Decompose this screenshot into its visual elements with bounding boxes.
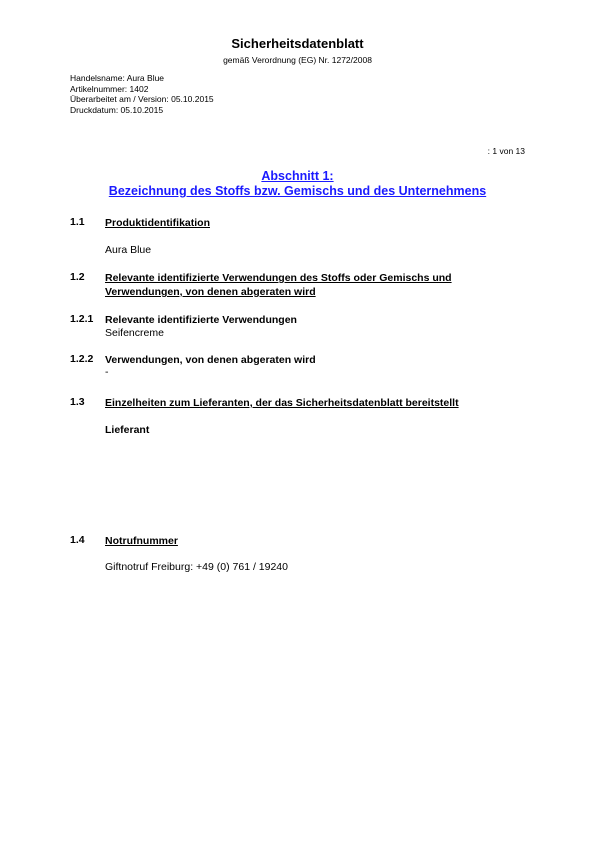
emergency-phone: Giftnotruf Freiburg: +49 (0) 761 / 19240 bbox=[105, 561, 288, 573]
meta-trade-name: Handelsname: Aura Blue bbox=[70, 73, 165, 83]
item-heading-1-2-1: Relevante identifizierte Verwendungen bbox=[105, 314, 297, 326]
page-number: : 1 von 13 bbox=[487, 146, 525, 156]
document-title: Sicherheitsdatenblatt bbox=[231, 36, 364, 51]
item-number-1-2: 1.2 bbox=[70, 271, 85, 283]
section-title-line1[interactable]: Abschnitt 1: bbox=[261, 169, 334, 183]
item-heading-1-2-2: Verwendungen, von denen abgeraten wird bbox=[105, 354, 316, 366]
product-meta bbox=[70, 73, 214, 115]
meta-revision: Überarbeitet am / Version: 05.10.2015 bbox=[70, 94, 214, 104]
item-heading-1-2-line2: Verwendungen, von denen abgeraten wird bbox=[105, 286, 316, 298]
item-text-1-1: Aura Blue bbox=[105, 244, 152, 256]
item-heading-1-1: Produktidentifikation bbox=[105, 217, 210, 229]
item-text-1-2-1: Seifencreme bbox=[105, 327, 164, 339]
item-heading-1-3: Einzelheiten zum Lieferanten, der das Sicherheitsdatenblatt bereitstellt bbox=[105, 397, 459, 409]
item-number-1-3: 1.3 bbox=[70, 396, 85, 408]
section-title-line2[interactable]: Bezeichnung des Stoffs bzw. Gemischs und des Unternehmens bbox=[108, 184, 487, 198]
item-heading-1-2-line1: Relevante identifizierte Verwendungen des Stoffs oder Gemischs und bbox=[105, 272, 452, 284]
item-number-1-4: 1.4 bbox=[70, 534, 85, 546]
item-heading-1-4: Notrufnummer bbox=[105, 535, 178, 547]
item-number-1-1: 1.1 bbox=[70, 216, 85, 228]
meta-print-date: Druckdatum: 05.10.2015 bbox=[70, 104, 164, 115]
item-number-1-2-1: 1.2.1 bbox=[70, 313, 94, 325]
item-text-1-2-2: - bbox=[105, 366, 109, 378]
document-subtitle: gemäß Verordnung (EG) Nr. 1272/2008 bbox=[223, 55, 372, 65]
item-number-1-2-2: 1.2.2 bbox=[70, 353, 94, 365]
meta-article-number: Artikelnummer: 1402 bbox=[70, 83, 149, 94]
supplier-label: Lieferant bbox=[105, 424, 150, 436]
